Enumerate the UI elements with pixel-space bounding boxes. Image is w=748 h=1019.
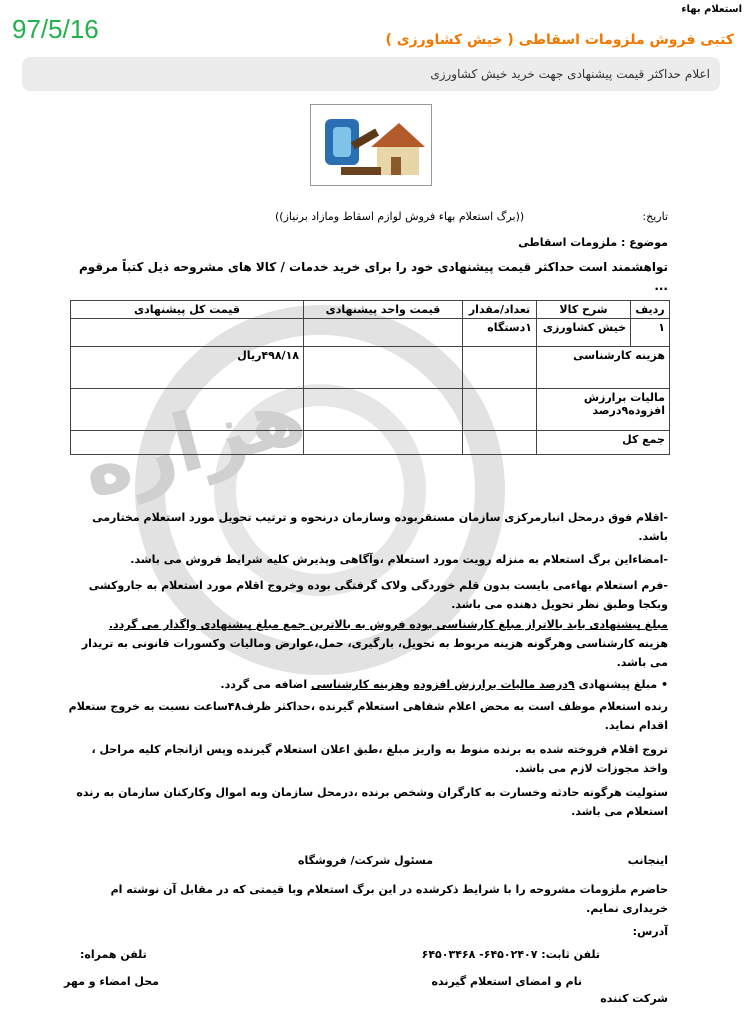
table-row: [71, 389, 670, 431]
mobile-label: تلفن همراه:: [80, 948, 147, 961]
header-index: ردیف: [631, 301, 670, 319]
table-row: [71, 431, 670, 455]
condition-3-underline: مبلغ پیشنهادی باید بالاتراز مبلغ کارشناسی بوده فروش به بالاترین جمع مبلغ پیشنهادی واگذار می گردد.: [108, 618, 668, 631]
role-label: مسئول شرکت/ فروشگاه: [298, 854, 434, 867]
vat-value: [71, 389, 304, 431]
company-label: شرکت کننده: [600, 992, 668, 1005]
stamp-label: محل امضاء و مهر: [64, 975, 159, 988]
condition-1: -اقلام فوق درمحل انبارمرکزی سازمان مستقربوده وسازمان درنحوه و ترتیب تحویل مورد استعلام مختارمی باشد.: [92, 511, 668, 543]
condition-5-e: اضافه می گردد.: [220, 678, 311, 691]
condition-5: [68, 675, 668, 694]
vat-empty: [463, 389, 537, 431]
total-value: [71, 431, 304, 455]
address-label: آدرس:: [632, 925, 668, 938]
expert-fee-empty: [463, 347, 537, 389]
row-index: ۱: [631, 319, 670, 347]
total-label: جمع کل: [537, 431, 670, 455]
table-header-row: [71, 301, 670, 319]
logo-image: [310, 104, 432, 186]
expert-fee-value: ۴۹۸/۱۸ریال: [71, 347, 304, 389]
condition-6: رنده استعلام موظف است به محض اعلام شفاهی استعلام گیرنده ،حداکثر ظرف۴۸ساعت نسبت به خروج ستعلام اقدام نماید.: [68, 700, 668, 732]
top-label: استعلام بهاء: [681, 4, 742, 15]
header-item: شرح کالا: [537, 301, 631, 319]
subject-value: ملزومات اسقاطی: [518, 236, 618, 249]
table-row: [71, 319, 670, 347]
condition-3: -فرم استعلام بهاءمی بایست بدون قلم خوردگی ولاک گرفتگی بوده وخروج اقلام مورد استعلام به جاروکشی وبکجا وطبق نظر تحویل دهنده می باشد.: [88, 579, 668, 611]
vat-empty-2: [304, 389, 463, 431]
condition-5-c: و: [402, 678, 414, 691]
header-total-price: قیمت کل پیشنهادی: [71, 301, 304, 319]
row-unit-price: [304, 319, 463, 347]
row-total-price: [71, 319, 304, 347]
subject-line: [518, 236, 668, 249]
subject-label: موضوع :: [621, 236, 668, 249]
expert-fee-label: هزینه کارشناسی: [537, 347, 670, 389]
landline-label: تلفن ثابت: ۶۴۵۰۲۴۰۷- ۶۴۵۰۳۴۶۸: [421, 948, 600, 961]
condition-5-a: • مبلغ پیشنهادی: [574, 678, 668, 691]
vat-label: مالیات برارزش افزوده۹درصد: [537, 389, 670, 431]
page-subtitle: کتبی فروش ملزومات اسقاطی ( خیش کشاورزی ): [385, 32, 734, 48]
date-stamp: 97/5/16: [12, 14, 99, 44]
date-label: تاریخ:: [642, 210, 668, 223]
row-qty: ۱دستگاه: [463, 319, 537, 347]
header-unit-price: قیمت واحد پیشنهادی: [304, 301, 463, 319]
table-row: [71, 347, 670, 389]
items-table: [70, 300, 670, 455]
condition-5-d: هزینه کارشناسی: [310, 678, 403, 691]
expert-fee-empty-2: [304, 347, 463, 389]
total-empty-2: [304, 431, 463, 455]
ineja-label: اینجانب: [627, 854, 668, 867]
condition-8: ستولیت هرگونه حادثه وخسارت به کارگران وشخص برنده ،درمحل سازمان وبه اموال وکارکنان سازمان به رنده استعلام می باشد.: [76, 786, 668, 818]
condition-7: تروج اقلام فروخته شده به برنده منوط به واریز مبلغ ،طبق اعلان استعلام گیرنده وپس ازانجام کلیه مراحل ، واخذ مجوزات لازم می باشد.: [91, 743, 668, 775]
condition-5-b: ۹درصد مالیات برارزش افزوده: [413, 678, 575, 691]
form-title: ((برگ استعلام بهاء فروش لوازم اسقاط ومازاد برنیاز)): [275, 210, 525, 223]
signer-label: نام و امضای استعلام گیرنده: [431, 975, 582, 988]
header-qty: تعداد/مقدار: [463, 301, 537, 319]
banner-title: اعلام حداکثر قیمت پیشنهادی جهت خرید خیش کشاورزی: [430, 67, 710, 81]
total-empty: [463, 431, 537, 455]
condition-4: هزینه کارشناسی وهرگونه هزینه مربوط به تحویل، بارگیری، حمل،عوارض ومالیات وکسورات قانونی به تریدار می باشد.: [81, 637, 668, 669]
statement-text: حاضرم ملزومات مشروحه را با شرایط ذکرشده در این برگ استعلام وبا قیمتی که در مقابل آن نوشته ام خریداری نمایم.: [110, 883, 668, 915]
condition-2: -امضاءاین برگ استعلام به منزله رویت مورد استعلام ،وآگاهی وپذیرش کلیه شرایط فروش می باشد.: [130, 553, 668, 566]
title-banner: [22, 57, 720, 91]
row-item: خیش کشاورزی: [537, 319, 631, 347]
request-text: تواهشمند است حداکثر قیمت پیشنهادی خود را برای خرید خدمات / کالا های مشروحه ذیل کتباً مرقوم ...: [78, 260, 668, 293]
watermark-text: هزاره: [71, 367, 315, 516]
house-gavel-icon: [311, 105, 431, 185]
